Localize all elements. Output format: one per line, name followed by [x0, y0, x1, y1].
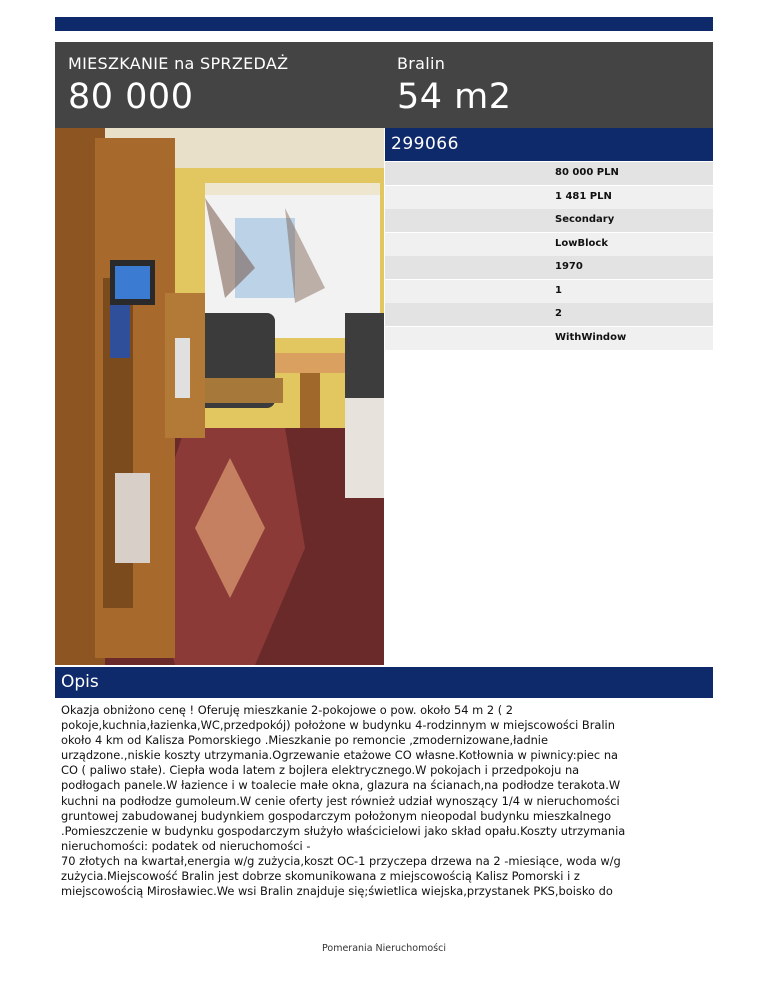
- details-table: [385, 162, 713, 350]
- details-row: [385, 256, 713, 279]
- description-heading: Opis: [61, 672, 99, 692]
- description-heading-bar: [55, 667, 713, 698]
- listing-type: MIESZKANIE na SPRZEDAŻ: [68, 54, 289, 73]
- listing-photo: [55, 128, 384, 665]
- listing-price: 80 000: [68, 77, 194, 117]
- details-row: [385, 186, 713, 209]
- listing-id-bar: [385, 128, 713, 161]
- details-value: WithWindow: [555, 331, 627, 343]
- listing-header: [55, 42, 713, 128]
- details-row: [385, 280, 713, 303]
- details-value: 2: [555, 308, 562, 319]
- details-value: 80 000 PLN: [555, 167, 619, 178]
- listing-location: Bralin: [397, 54, 446, 73]
- top-accent-bar: [55, 17, 713, 31]
- details-row: [385, 233, 713, 256]
- details-value: 1 481 PLN: [555, 190, 612, 202]
- details-value: 1: [555, 284, 562, 296]
- details-row: [385, 162, 713, 185]
- details-value: LowBlock: [555, 237, 608, 249]
- header-left: [68, 54, 288, 118]
- header-right: [397, 54, 512, 118]
- listing-id: 299066: [391, 134, 459, 154]
- details-value: Secondary: [555, 214, 615, 225]
- room-photo-illustration: [55, 128, 384, 665]
- details-row: [385, 303, 713, 326]
- listing-area: 54 m2: [397, 77, 512, 117]
- footer-agency: Pomerania Nieruchomości: [322, 943, 446, 954]
- details-value: 1970: [555, 261, 583, 272]
- description-text: Okazja obniżono cenę ! Oferuję mieszkanie 2-pokojowe o pow. około 54 m 2 ( 2 pokoje,kuchnia,łazienka,WC,przedpokój) położone w budynku 4-rodzinnym w miejscowości Bralin około 4 km od Kalisza Pomorskiego .Mieszkanie po remoncie ,zmodernizowane,ładnie urządzone.,niskie koszty utrzymania.Ogrzewanie etażowe CO własne.Kotłownia w piwnicy:piec na CO ( paliwo stałe). Ciepła woda latem z bojlera elektrycznego.W pokojach i przedpokoju na podłogach panele.W łazience i w toalecie małe okna, glazura na ścianach,na podłodze terakota.W kuchni na podłodze gumoleum.W cenie oferty jest również udział wynoszący 1/4 w nieruchomości gruntowej zabudowanej budynkiem gospodarczym położonym nieopodal budynku mieszkalnego .Pomieszczenie w budynku gospodarczym służyło właścicielowi jako skład opału.Koszty utrzymania nieruchomości: podatek od nieruchomości - 70 złotych na kwartał,energia w/g zużycia,koszt OC-1 przyczepa drzewa na 2 -miesiące, woda w/g zużycia.Miejscowość Bralin jest dobrze skomunikowana z miejscowością Kalisz Pomorski i z miejscowością Mirosławiec.We wsi Bralin znajduje się;świetlica wiejska,przystanek PKS,boisko do: [61, 703, 626, 899]
- details-row: [385, 327, 713, 350]
- details-row: [385, 209, 713, 232]
